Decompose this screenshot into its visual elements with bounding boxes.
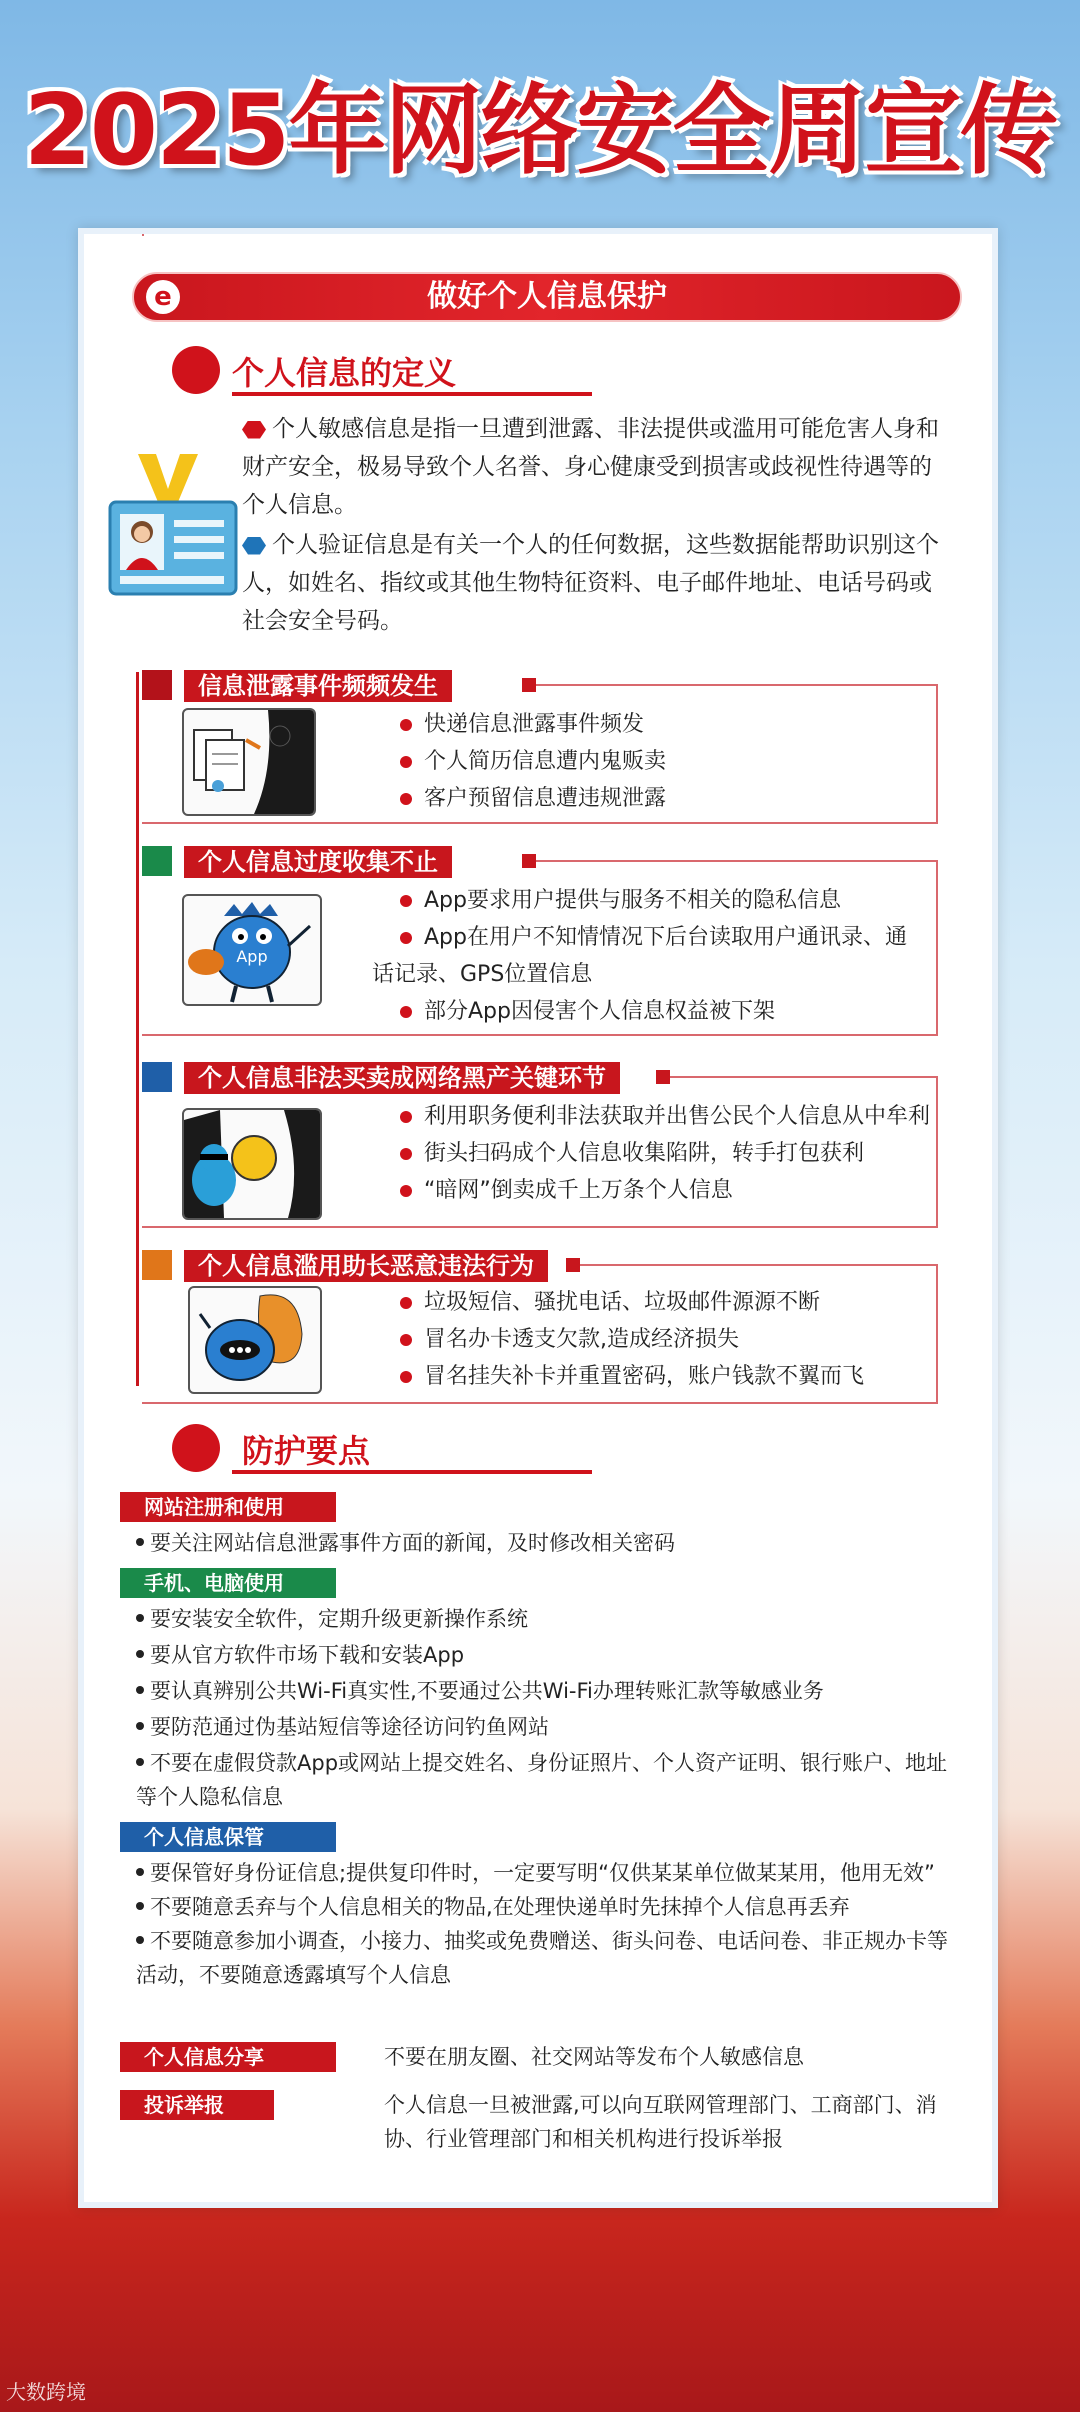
- svg-text:App: App: [236, 947, 268, 966]
- app-monster-illustration: [182, 894, 322, 1006]
- protection-heading-label: 防护要点: [242, 1432, 371, 1470]
- bullet-item: App在用户不知情情况下后台读取用户通讯录、通: [394, 919, 934, 956]
- heading-underline: [232, 392, 592, 396]
- tip-item: 不要随意参加小调查，小接力、抽奖或免费赠送、街头问卷、电话问卷、非正规办卡等活动，不要随意透露填写个人信息: [136, 1929, 948, 1987]
- definition-text: 个人敏感信息是指一旦遭到泄露、非法提供或滥用可能危害人身和财产安全，极易导致个人名誉、身心健康受到损害或歧视性待遇等的个人信息。: [242, 416, 939, 518]
- box-title: 个人信息非法买卖成网络黑产关键环节: [184, 1062, 620, 1094]
- bullet-item: 快递信息泄露事件频发: [394, 706, 934, 743]
- bullet-item: 街头扫码成个人信息收集陷阱，转手打包获利: [394, 1135, 954, 1172]
- e-logo-icon: e: [146, 280, 180, 314]
- tip-group-label: 投诉举报: [120, 2090, 274, 2120]
- money-monster-illustration: [188, 1286, 322, 1394]
- timeline-line: [136, 672, 139, 1386]
- banner-title: 做好个人信息保护: [427, 279, 667, 314]
- tip-group-label: 个人信息保管: [120, 1822, 336, 1852]
- tip-list: [108, 1856, 966, 1992]
- bullet-item: 冒名办卡透支欠款,造成经济损失: [394, 1321, 954, 1358]
- tip-list: [136, 1526, 956, 1560]
- box-bullets: [394, 706, 934, 817]
- hacker-documents-illustration: [182, 708, 316, 816]
- red-hexagon-icon: [242, 421, 266, 439]
- bullet-item: 客户预留信息遭违规泄露: [394, 780, 934, 817]
- tip-group-label: 个人信息分享: [120, 2042, 336, 2072]
- bullet-item: 垃圾短信、骚扰电话、垃圾邮件源源不断: [394, 1284, 954, 1321]
- box-frame-spacer: [142, 234, 144, 236]
- definition-text: 个人验证信息是有关一个人的任何数据，这些数据能帮助识别这个人，如姓名、指纹或其他生物特征资料、电子邮件地址、电话号码或社会安全号码。: [242, 532, 939, 634]
- tip-item: 要关注网站信息泄露事件方面的新闻，及时修改相关密码: [136, 1526, 956, 1560]
- heading-underline: [232, 1470, 592, 1474]
- tip-list: [136, 1602, 966, 1814]
- tip-item: 要认真辨别公共Wi-Fi真实性,不要通过公共Wi-Fi办理转账汇款等敏感业务: [136, 1674, 966, 1708]
- blue-hexagon-icon: [242, 537, 266, 555]
- content-panel: [78, 228, 998, 2208]
- bullet-item: “暗网”倒卖成千上万条个人信息: [394, 1172, 954, 1209]
- box-bullets: [394, 1284, 954, 1395]
- red-dot-icon: [172, 1424, 220, 1472]
- box-title: 信息泄露事件频频发生: [184, 670, 452, 702]
- definition-item: [242, 410, 946, 524]
- definition-heading-label: 个人信息的定义: [232, 354, 457, 392]
- protection-heading: [172, 1424, 602, 1474]
- box-title: 个人信息过度收集不止: [184, 846, 452, 878]
- banner: [132, 272, 962, 322]
- red-dot-icon: [172, 346, 220, 394]
- definition-heading: [172, 346, 602, 396]
- watermark: 大数跨境: [6, 2380, 86, 2404]
- tip-group-label: 手机、电脑使用: [120, 1568, 336, 1598]
- bullet-item: 利用职务便利非法获取并出售公民个人信息从中牟利: [394, 1098, 954, 1135]
- tip-item: 不要随意丢弃与个人信息相关的物品,在处理快递单时先抹掉个人信息再丢弃: [108, 1890, 966, 1924]
- tip-item: 要从官方软件市场下载和安装App: [136, 1638, 966, 1672]
- tip-item: 要防范通过伪基站短信等途径访问钓鱼网站: [136, 1710, 966, 1744]
- report-text: 个人信息一旦被泄露,可以向互联网管理部门、工商部门、消协、行业管理部门和相关机构进行投诉举报: [384, 2093, 937, 2151]
- tip-item: 不要在虚假贷款App或网站上提交姓名、身份证照片、个人资产证明、银行账户、地址等个人隐私信息: [136, 1751, 948, 1809]
- bullet-item: 部分App因侵害个人信息权益被下架: [394, 993, 932, 1030]
- box-bullets: [394, 882, 934, 956]
- bullet-item: 冒名挂失补卡并重置密码，账户钱款不翼而飞: [394, 1358, 954, 1395]
- poster-title: 2025年网络安全周宣传: [23, 74, 1057, 188]
- box-bullets: [394, 1098, 954, 1209]
- share-text: 不要在朋友圈、社交网站等发布个人敏感信息: [384, 2045, 804, 2069]
- tip-item: 要安装安全软件，定期升级更新操作系统: [136, 1602, 966, 1636]
- bullet-item: App要求用户提供与服务不相关的隐私信息: [394, 882, 934, 919]
- box-bullets-continuation: [372, 956, 932, 1030]
- bullet-item: 个人简历信息遭内鬼贩卖: [394, 743, 934, 780]
- id-card-icon: [108, 454, 238, 604]
- definition-item: [242, 526, 946, 640]
- box-title: 个人信息滥用助长恶意违法行为: [184, 1250, 548, 1282]
- data-theft-illustration: [182, 1108, 322, 1220]
- tip-item: 要保管好身份证信息;提供复印件时，一定要写明“仅供某某单位做某某用，他用无效”: [108, 1856, 966, 1890]
- tip-group-label: 网站注册和使用: [120, 1492, 336, 1522]
- bullet-continuation: 话记录、GPS位置信息: [372, 962, 593, 987]
